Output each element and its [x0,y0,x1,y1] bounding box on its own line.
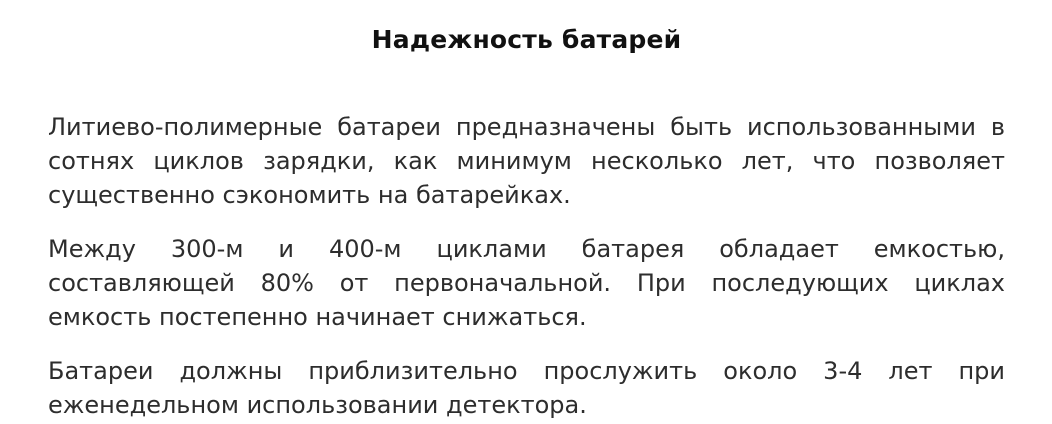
paragraph-battery-lifespan: Литиево-полимерные батареи предназначены быть использованными в сотнях циклов зарядки, как минимум несколько лет, что позволяет существенно сэкономить на батарейках. [48,113,1005,209]
page-title: Надежность батарей [371,25,682,54]
paragraph-service-years: Батареи должны приблизительно прослужить около 3-4 лет при еженедельном использовании детектора. [48,357,1005,419]
paragraph-capacity-cycles: Между 300-м и 400-м циклами батарея обладает емкостью, составляющей 80% от первоначальной. При последующих циклах емкость постепенно начинает снижаться. [48,235,1005,331]
